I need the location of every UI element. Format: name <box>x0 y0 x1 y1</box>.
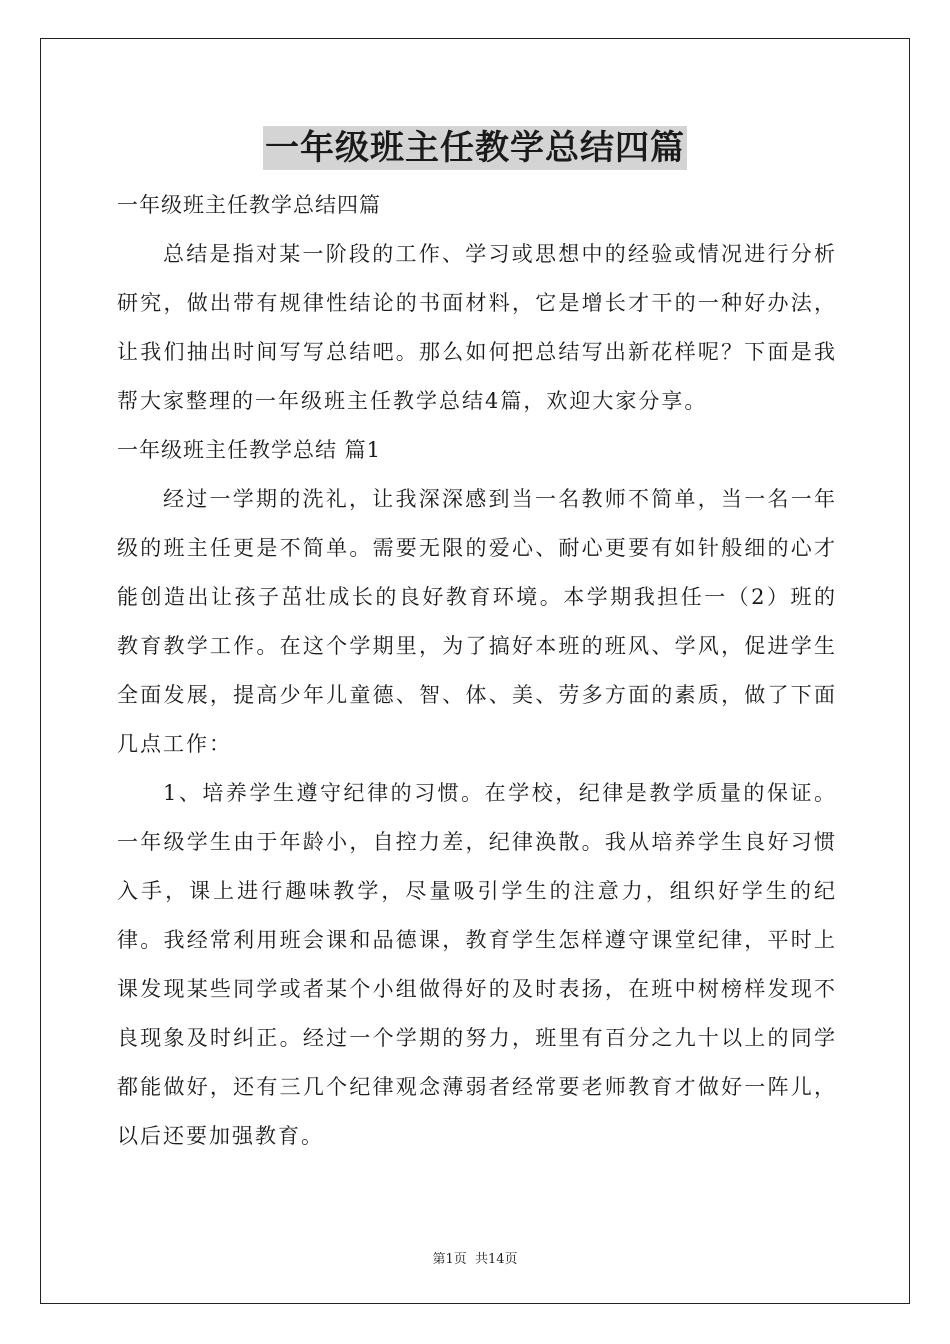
section-heading: 一年级班主任教学总结 篇1 <box>117 438 382 462</box>
body-paragraph-1: 经过一学期的洗礼，让我深深感到当一名教师不简单，当一名一年级的班主任更是不简单。需要无限的爱心、耐心更要有如针般细的心才能创造出让孩子茁壮成长的良好教育环境。本学期我担任一（2）班的教育教学工作。在这个学期里，为了搞好本班的班风、学风，促进学生全面发展，提高少年儿童德、智、体、美、劳多方面的素质，做了下面几点工作： <box>117 487 837 756</box>
document-subtitle: 一年级班主任教学总结四篇 <box>117 193 381 217</box>
page-total: 共14页 <box>474 1252 518 1267</box>
body-paragraph-2: 1、培养学生遵守纪律的习惯。在学校，纪律是教学质量的保证。一年级学生由于年龄小，自控力差，纪律涣散。我从培养学生良好习惯入手，课上进行趣味教学，尽量吸引学生的注意力，组织好学生的纪律。我经常利用班会课和品德课，教育学生怎样遵守课堂纪律，平时上课发现某些同学或者某个小组做得好的及时表扬，在班中树榜样发现不良现象及时纠正。经过一个学期的努力，班里有百分之九十以上的同学都能做好，还有三几个纪律观念薄弱者经常要老师教育才做好一阵儿，以后还要加强教育。 <box>117 781 837 1148</box>
intro-paragraph: 总结是指对某一阶段的工作、学习或思想中的经验或情况进行分析研究，做出带有规律性结论的书面材料，它是增长才干的一种好办法，让我们抽出时间写写总结吧。那么如何把总结写出新花样呢？下面是我帮大家整理的一年级班主任教学总结4篇，欢迎大家分享。 <box>117 242 837 413</box>
page-footer <box>0 1248 950 1267</box>
document-title: 一年级班主任教学总结四篇 <box>265 128 685 168</box>
document-body <box>117 181 837 1161</box>
page-number: 第1页 <box>432 1252 467 1267</box>
title-container <box>0 126 950 170</box>
